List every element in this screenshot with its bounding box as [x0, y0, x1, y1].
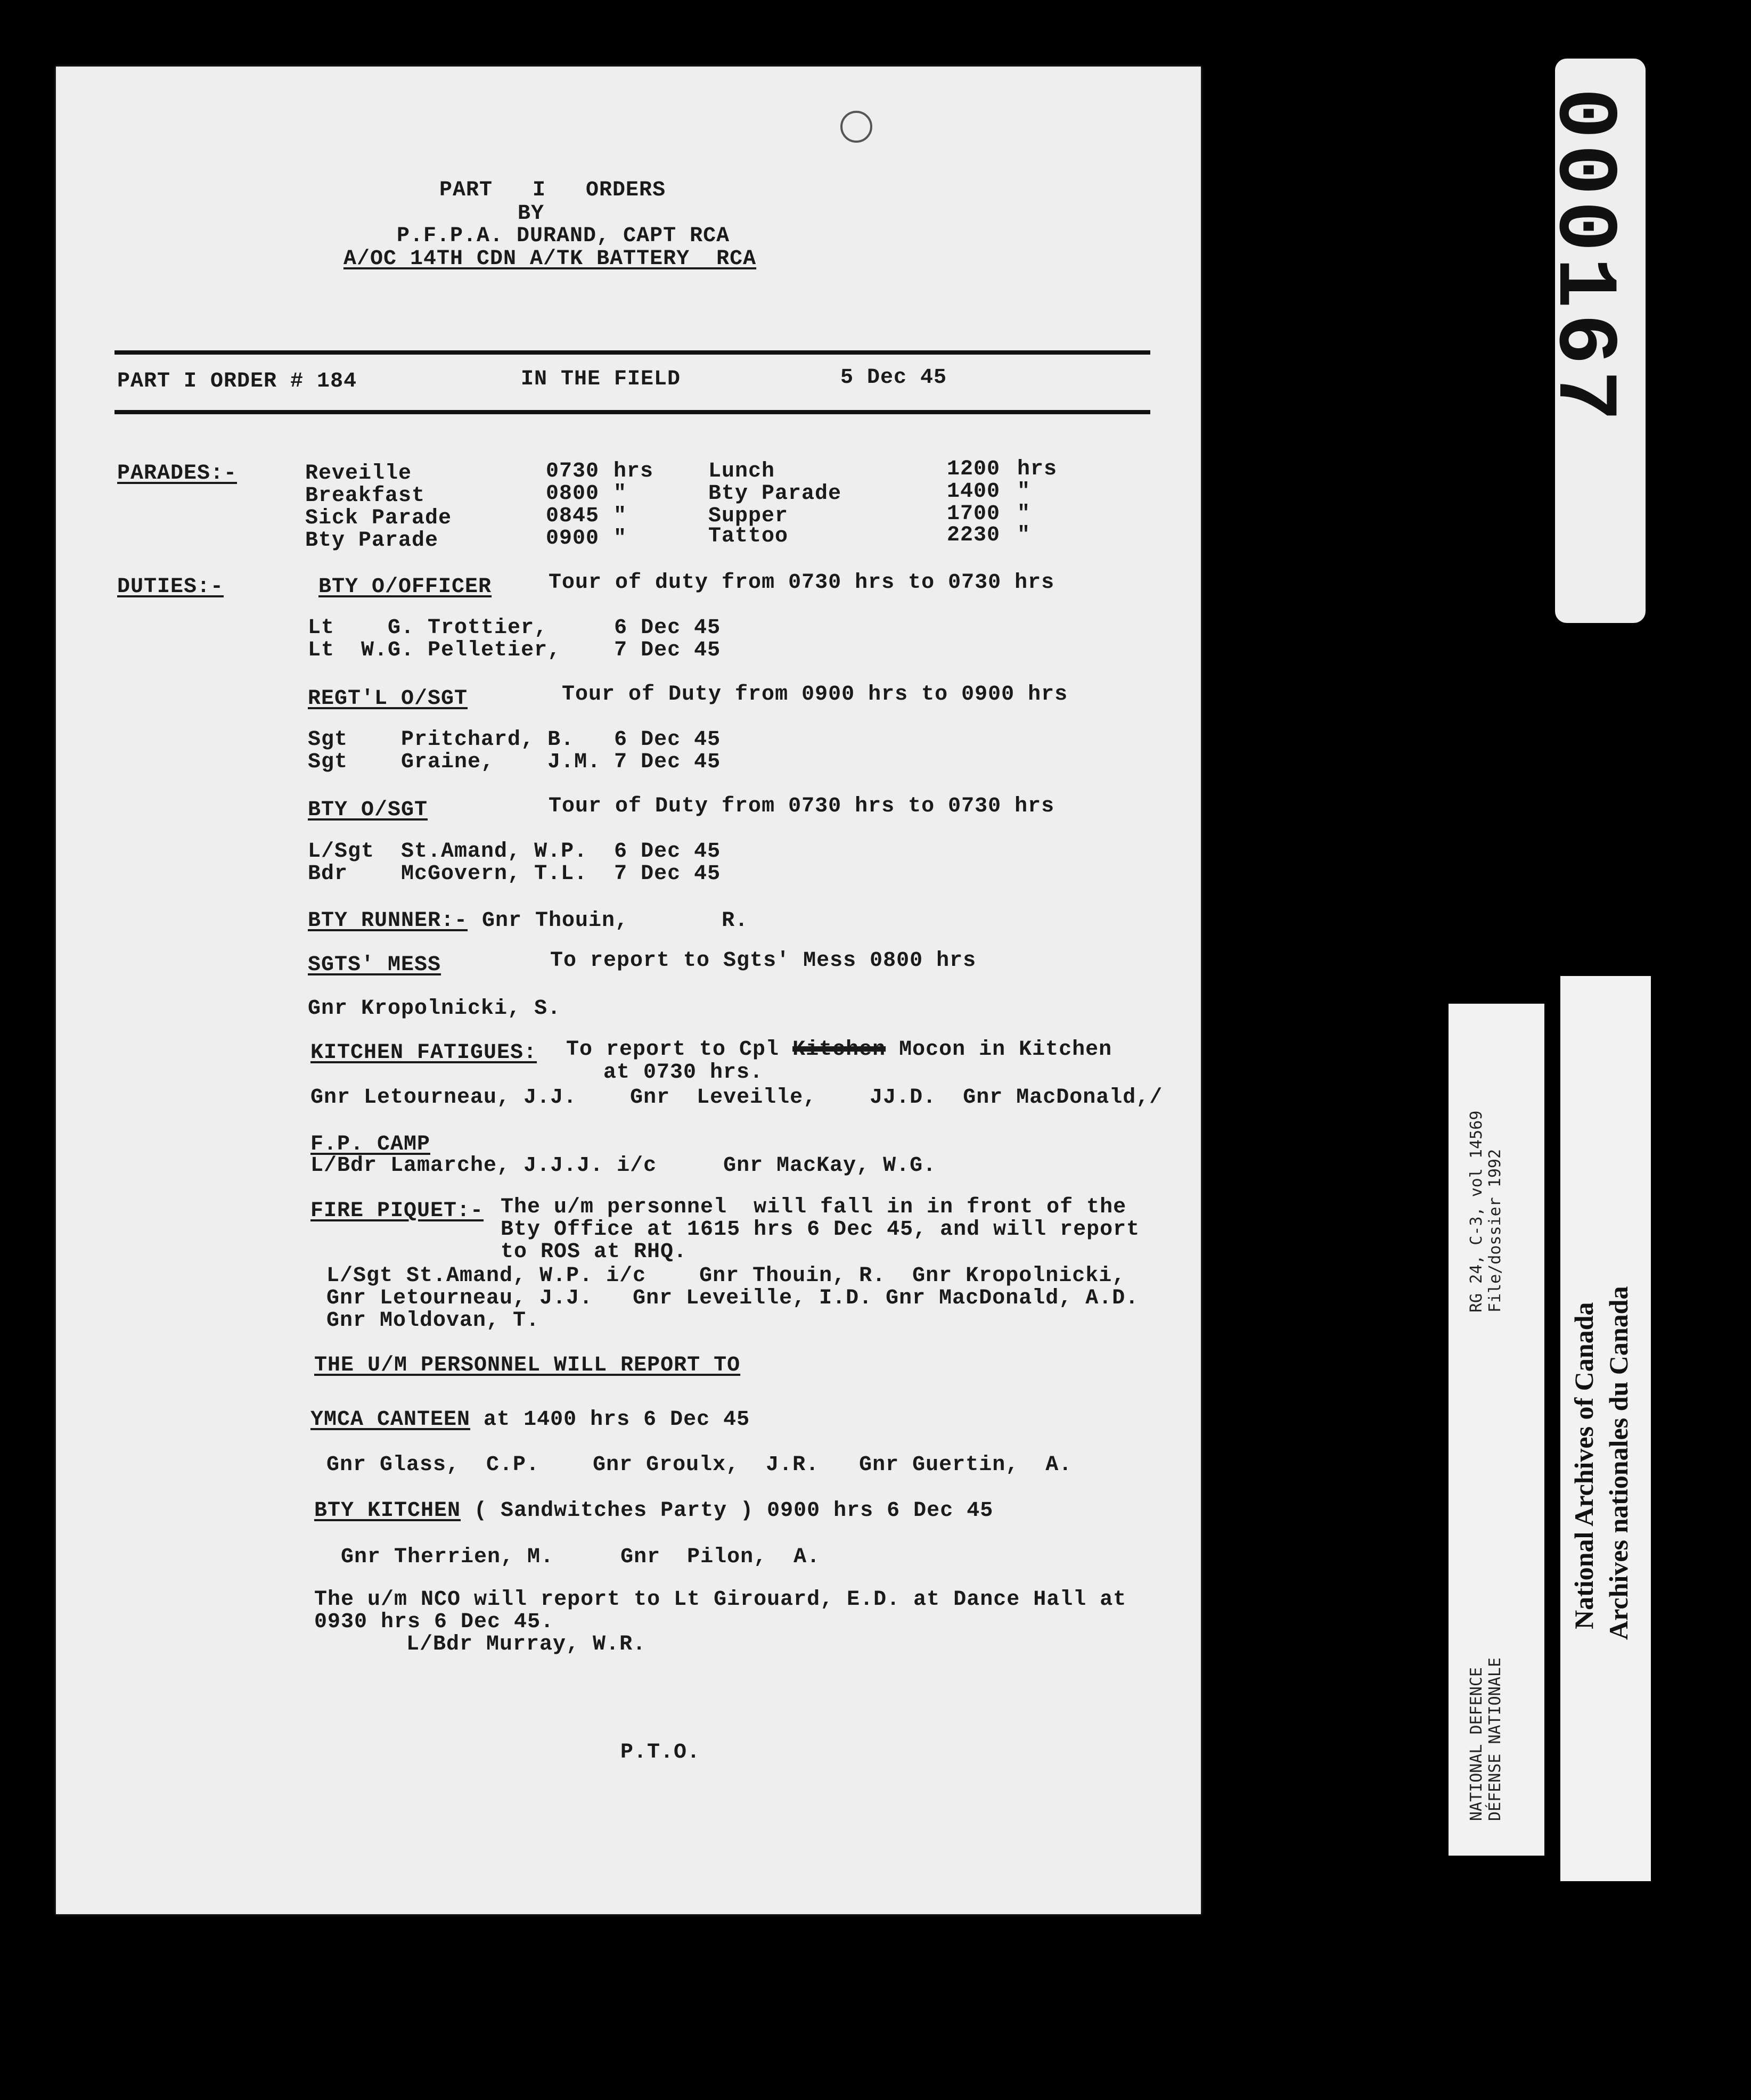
parade-unit: "	[613, 527, 627, 551]
order-number: PART I ORDER # 184	[117, 370, 357, 393]
regtl-sgt-heading: REGT'L O/SGT	[308, 687, 468, 711]
archive-ref-1: RG 24, C-3, vol 14569	[1467, 1110, 1486, 1312]
parade-name-2: Lunch	[708, 460, 775, 483]
parade-time-2: 1400	[947, 480, 1001, 504]
fire-piquet-text: The u/m personnel will fall in in front of the	[501, 1195, 1127, 1219]
bty-kitchen-heading: BTY KITCHEN	[314, 1499, 461, 1523]
fire-piquet-text: Bty Office at 1615 hrs 6 Dec 45, and will report	[501, 1218, 1140, 1242]
runner-heading: BTY RUNNER:-	[308, 909, 468, 933]
parade-time-2: 1200	[947, 457, 1001, 481]
top-rule	[114, 350, 1150, 355]
regtl-sgt-line: Sgt Pritchard, B. 6 Dec 45	[308, 728, 721, 752]
bty-kitchen-names: Gnr Therrien, M. Gnr Pilon, A.	[341, 1545, 821, 1569]
sgts-mess-text: To report to Sgts' Mess 0800 hrs	[550, 949, 977, 973]
ymca-names: Gnr Glass, C.P. Gnr Groulx, J.R. Gnr Guertin, A.	[326, 1453, 1073, 1477]
duties-label: DUTIES:-	[117, 575, 224, 599]
parade-time: 0730	[546, 460, 600, 483]
kitchen-text-cont: at 0730 hrs.	[603, 1061, 764, 1085]
parade-unit-2: hrs	[1017, 457, 1058, 481]
parade-time: 0845	[546, 504, 600, 528]
parade-name: Bty Parade	[305, 529, 439, 553]
header-line-1: PART I ORDERS	[439, 178, 666, 202]
frame-number: 000167	[1534, 88, 1631, 427]
parade-time-2: 1700	[947, 502, 1001, 526]
fire-piquet-text: to ROS at RHQ.	[501, 1240, 688, 1264]
header-line-3: P.F.P.A. DURAND, CAPT RCA	[397, 224, 730, 248]
parade-unit-2: "	[1017, 480, 1031, 504]
order-place: IN THE FIELD	[521, 367, 681, 391]
fire-piquet-line: Gnr Moldovan, T.	[326, 1309, 540, 1333]
bty-sgt-line: Bdr McGovern, T.L. 7 Dec 45	[308, 862, 721, 886]
pto-text: P.T.O.	[620, 1741, 701, 1765]
bty-officer-line: Lt G. Trottier, 6 Dec 45	[308, 616, 721, 640]
parade-time-2: 2230	[947, 523, 1001, 547]
report-heading: THE U/M PERSONNEL WILL REPORT TO	[314, 1353, 741, 1377]
bty-kitchen-line: BTY KITCHEN ( Sandwitches Party ) 0900 hrs 6 Dec 45	[314, 1499, 994, 1523]
fire-piquet-line: Gnr Letourneau, J.J. Gnr Leveille, I.D. Gnr MacDonald, A.D.	[326, 1286, 1139, 1310]
sgts-mess-heading: SGTS' MESS	[308, 953, 441, 977]
bottom-rule	[114, 410, 1150, 414]
kitchen-heading: KITCHEN FATIGUES:	[310, 1041, 537, 1065]
parade-unit: "	[613, 482, 627, 506]
archive-ref-2: File/dossier 1992	[1486, 1149, 1504, 1312]
parade-unit-2: "	[1017, 502, 1031, 526]
parade-name: Reveille	[305, 462, 412, 486]
parade-name: Breakfast	[305, 484, 426, 508]
parade-name-2: Tattoo	[708, 524, 789, 548]
dept-fr: DÉFENSE NATIONALE	[1486, 1657, 1504, 1821]
ymca-heading: YMCA CANTEEN	[310, 1408, 471, 1432]
archives-fr: Archives nationales du Canada	[1603, 1286, 1633, 1640]
bty-officer-text: Tour of duty from 0730 hrs to 0730 hrs	[549, 571, 1055, 595]
header-line-4: A/OC 14TH CDN A/TK BATTERY RCA	[343, 247, 757, 271]
regtl-sgt-line: Sgt Graine, J.M. 7 Dec 45	[308, 750, 721, 774]
fp-camp-heading: F.P. CAMP	[310, 1133, 431, 1156]
kitchen-line: Gnr Letourneau, J.J. Gnr Leveille, JJ.D. Gnr MacDonald,/	[310, 1086, 1163, 1110]
parade-unit: hrs	[613, 460, 654, 483]
nco-text: 0930 hrs 6 Dec 45.	[314, 1610, 554, 1634]
struck-word: Kitchen	[792, 1038, 886, 1062]
bty-sgt-heading: BTY O/SGT	[308, 798, 428, 822]
runner-text: Gnr Thouin, R.	[482, 909, 749, 933]
nco-text: The u/m NCO will report to Lt Girouard, E.D. at Dance Hall at	[314, 1588, 1127, 1612]
punch-hole	[840, 111, 872, 143]
fire-piquet-heading: FIRE PIQUET:-	[310, 1199, 484, 1223]
parade-time: 0800	[546, 482, 600, 506]
nco-line: L/Bdr Murray, W.R.	[406, 1633, 647, 1656]
parade-time: 0900	[546, 527, 600, 551]
bty-sgt-text: Tour of Duty from 0730 hrs to 0730 hrs	[549, 794, 1055, 818]
parade-name-2: Bty Parade	[708, 482, 842, 506]
header-line-2: BY	[518, 202, 545, 226]
dept-en: NATIONAL DEFENCE	[1467, 1667, 1486, 1821]
parade-unit: "	[613, 504, 627, 528]
regtl-sgt-text: Tour of Duty from 0900 hrs to 0900 hrs	[562, 683, 1068, 707]
order-date: 5 Dec 45	[840, 366, 947, 390]
parades-label: PARADES:-	[117, 462, 238, 486]
parade-name: Sick Parade	[305, 506, 452, 530]
fp-camp-line: L/Bdr Lamarche, J.J.J. i/c Gnr MacKay, W.G.	[310, 1154, 937, 1178]
bty-sgt-line: L/Sgt St.Amand, W.P. 6 Dec 45	[308, 840, 721, 864]
fire-piquet-line: L/Sgt St.Amand, W.P. i/c Gnr Thouin, R. Gnr Kropolnicki,	[326, 1264, 1126, 1288]
ymca-line: YMCA CANTEEN at 1400 hrs 6 Dec 45	[310, 1408, 750, 1432]
parade-unit-2: "	[1017, 523, 1031, 547]
bty-officer-line: Lt W.G. Pelletier, 7 Dec 45	[308, 638, 721, 662]
bty-officer-heading: BTY O/OFFICER	[318, 575, 492, 599]
kitchen-text: To report to Cpl Kitchen Mocon in Kitchen	[566, 1038, 1112, 1062]
archives-en: National Archives of Canada	[1569, 1302, 1599, 1629]
sgts-mess-line: Gnr Kropolnicki, S.	[308, 997, 561, 1021]
parade-name-2: Supper	[708, 504, 789, 528]
